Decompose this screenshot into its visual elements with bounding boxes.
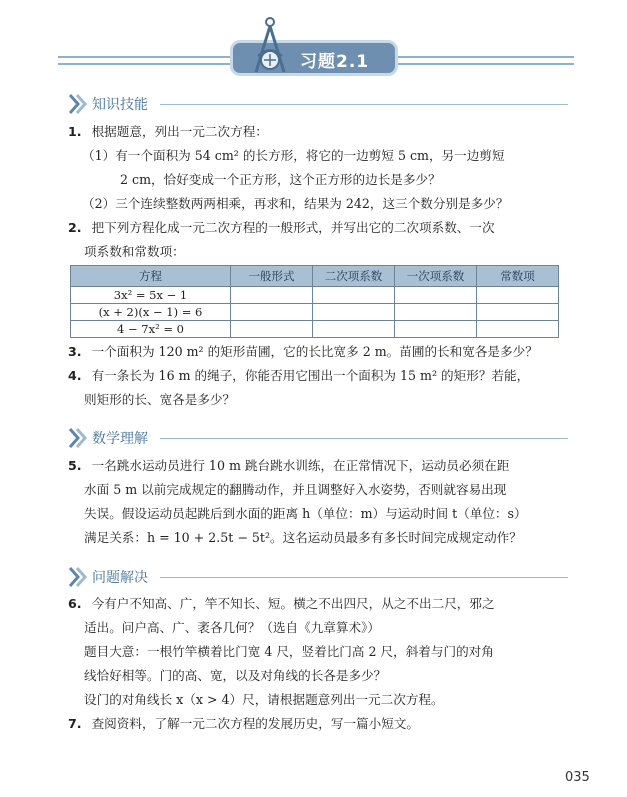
section-title: 数学理解 (92, 431, 148, 447)
page-number: 035 (565, 770, 590, 785)
q5-line3: 失误。假设运动员起跳后到水面的距离 h（单位：m）与运动时间 t（单位：s） (84, 506, 527, 521)
question-2 (68, 220, 495, 236)
table-cell (395, 304, 477, 321)
q5-line2: 水面 5 m 以前完成规定的翻腾动作，并且调整好入水姿势，否则就容易出现 (84, 482, 507, 497)
q1-part2-line1: （2）三个连续整数两两相乘，再求和，结果为 242，这三个数分别是多少？ (82, 196, 509, 211)
table-header: 方程 (71, 266, 231, 287)
question-text: 查阅资料，了解一元二次方程的发展历史，写一篇小短文。 (91, 716, 420, 731)
question-5 (68, 458, 509, 474)
table-header: 一次项系数 (395, 266, 477, 287)
table-cell (231, 321, 313, 338)
q4-line2: 则矩形的长、宽各是多少？ (84, 392, 236, 407)
q6-line4: 线恰好相等。门的高、宽，以及对角线的长各是多少？ (84, 668, 387, 683)
section-title: 知识技能 (92, 97, 148, 113)
compass-icon (248, 14, 292, 76)
section-heading-understanding (68, 427, 568, 449)
table-cell (477, 304, 559, 321)
table-cell (477, 287, 559, 304)
question-text: 一个面积为 120 m² 的矩形苗圃，它的长比宽多 2 m。苗圃的长和宽各是多少？ (91, 344, 538, 359)
q6-line3: 题目大意：一根竹竿横着比门宽 4 尺，竖着比门高 2 尺，斜着与门的对角 (84, 644, 494, 659)
chevron-right-icon (68, 566, 88, 588)
table-cell (313, 321, 395, 338)
table-cell (395, 321, 477, 338)
question-3 (68, 344, 538, 360)
q2-line2: 项系数和常数项： (84, 244, 185, 259)
chevron-right-icon (68, 93, 88, 115)
table-cell (395, 287, 477, 304)
question-text: 有一条长为 16 m 的绳子，你能否用它围出一个面积为 15 m² 的矩形？若能， (91, 368, 530, 383)
table-cell (313, 287, 395, 304)
section-heading-problem-solving (68, 566, 568, 588)
table-header-row (71, 266, 559, 287)
question-number: 6. (68, 596, 82, 611)
question-text: 今有户不知高、广，竿不知长、短。横之不出四尺，从之不出二尺，邪之 (91, 596, 495, 611)
q5-line4: 满足关系：h = 10 + 2.5t − 5t²。这名运动员最多有多长时间完成规定动作？ (84, 530, 522, 545)
q6-line2: 适出。问户高、广、袤各几何？（选自《九章算术》） (84, 620, 380, 635)
question-number: 7. (68, 716, 82, 731)
section-rule (160, 577, 568, 578)
table-header: 一般形式 (231, 266, 313, 287)
table-header: 常数项 (477, 266, 559, 287)
question-number: 3. (68, 344, 82, 359)
table-cell: 4 − 7x² = 0 (71, 321, 231, 338)
question-number: 2. (68, 220, 82, 235)
question-1 (68, 124, 268, 140)
question-6 (68, 596, 495, 612)
table-row (71, 287, 559, 304)
section-rule (160, 438, 568, 439)
question-text: 一名跳水运动员进行 10 m 跳台跳水训练，在正常情况下，运动员必须在距 (91, 458, 510, 473)
q1-part1-line1: （1）有一个面积为 54 cm² 的长方形，将它的一边剪短 5 cm，另一边剪短 (82, 148, 505, 163)
table-header: 二次项系数 (313, 266, 395, 287)
table-row (71, 304, 559, 321)
table-cell (231, 304, 313, 321)
q6-line5: 设门的对角线长 x（x > 4）尺，请根据题意列出一元二次方程。 (84, 692, 444, 707)
question-4 (68, 368, 529, 384)
question-text: 根据题意，列出一元二次方程： (91, 124, 268, 139)
chevron-right-icon (68, 427, 88, 449)
section-title: 问题解决 (92, 570, 148, 586)
question-7 (68, 716, 419, 732)
table-cell (313, 304, 395, 321)
question-number: 5. (68, 458, 82, 473)
question-number: 4. (68, 368, 82, 383)
q1-part1-line2: 2 cm，恰好变成一个正方形，这个正方形的边长是多少？ (120, 172, 441, 187)
table-cell (477, 321, 559, 338)
question-text: 把下列方程化成一元二次方程的一般形式，并写出它的二次项系数、一次 (91, 220, 495, 235)
table-cell: (x + 2)(x − 1) = 6 (71, 304, 231, 321)
section-heading-knowledge (68, 93, 568, 115)
question-number: 1. (68, 124, 82, 139)
section-rule (160, 104, 568, 105)
table-row (71, 321, 559, 338)
table-cell: 3x² = 5x − 1 (71, 287, 231, 304)
table-cell (231, 287, 313, 304)
exercise-title: 习题2.1 (300, 52, 370, 72)
equation-table (70, 265, 559, 338)
